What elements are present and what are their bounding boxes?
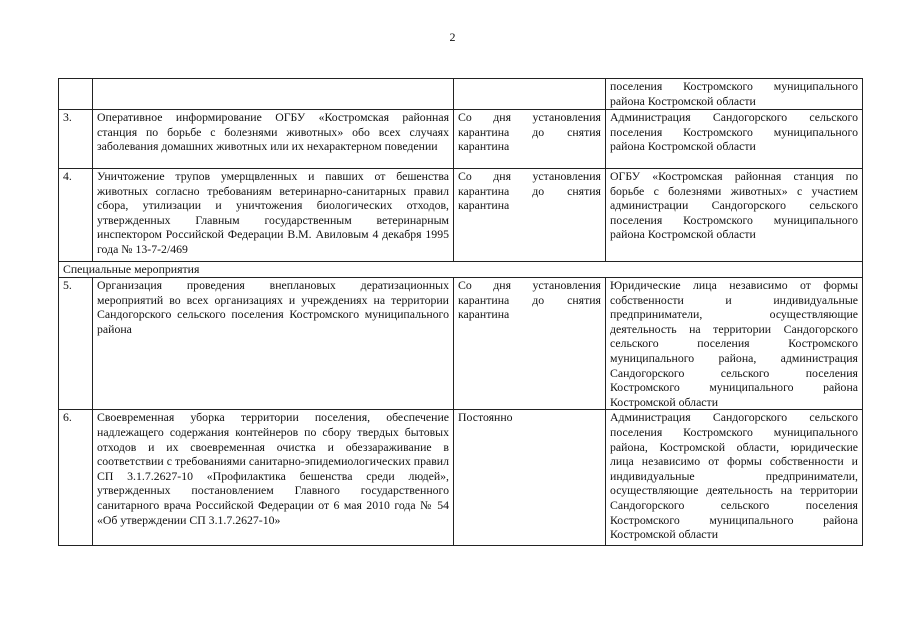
row-number-cell: 6. — [59, 410, 93, 546]
responsible-cell: ОГБУ «Костромская районная станция по борьбе с болезнями животных» с участием администрации Сандогорского сельского поселения Костромского муниципального района Костромской области — [606, 169, 863, 262]
table-row — [59, 410, 863, 546]
term-cell — [454, 79, 606, 110]
row-number-cell: 4. — [59, 169, 93, 262]
table-row — [59, 169, 863, 262]
table-row-continuation — [59, 79, 863, 110]
responsible-cell: Администрация Сандогорского сельского поселения Костромского муниципального района Костромской области — [606, 110, 863, 169]
page-number: 2 — [449, 30, 456, 44]
table-row — [59, 278, 863, 410]
measure-cell: Своевременная уборка территории поселения, обеспечение надлежащего содержания контейнеров по сбору твердых бытовых отходов и их своевременная очистка и обеззараживание в соответствии с требованиями санитарно-эпидемиологических правил СП 3.1.7.2627-10 «Профилактика бешенства среди людей», утвержденных постановлением Главного государственного санитарного врача Российской Федерации от 6 мая 2010 года № 54 «Об утверждении СП 3.1.7.2627-10» — [93, 410, 454, 546]
measures-table — [58, 78, 863, 546]
term-cell: Со дня установления карантина до снятия карантина — [454, 110, 606, 169]
section-heading-row — [59, 262, 863, 278]
responsible-cell: Юридические лица независимо от формы собственности и индивидуальные предприниматели, осуществляющие деятельность на территории Сандогорского сельского поселения Костромского муниципального района, администрация Сандогорского сельского поселения Костромского муниципального района Костромской области — [606, 278, 863, 410]
row-number-cell: 5. — [59, 278, 93, 410]
term-cell: Со дня установления карантина до снятия карантина — [454, 169, 606, 262]
measure-cell: Уничтожение трупов умерщвленных и павших от бешенства животных согласно требованиям ветеринарно-санитарных правил сбора, утилизации и уничтожения биологических отходов, утвержденных Главным государственным ветеринарным инспектором Российской Федерации В.М. Авиловым 4 декабря 1995 года № 13-7-2/469 — [93, 169, 454, 262]
term-cell: Со дня установления карантина до снятия карантина — [454, 278, 606, 410]
measure-cell: Оперативное информирование ОГБУ «Костромская районная станция по борьбе с болезнями животных» обо всех случаях заболевания домашних животных или их нехарактерном поведении — [93, 110, 454, 169]
responsible-cell: Администрация Сандогорского сельского поселения Костромского муниципального района, Костромской области, юридические лица независимо от формы собственности и индивидуальные предприниматели, осуществляющие деятельность на территории Сандогорского сельского поселения Костромского муниципального района Костромской области — [606, 410, 863, 546]
term-cell: Постоянно — [454, 410, 606, 546]
row-number-cell: 3. — [59, 110, 93, 169]
table-row — [59, 110, 863, 169]
measure-cell: Организация проведения внеплановых дератизационных мероприятий во всех организациях и учреждениях на территории Сандогорского сельского поселения Костромского муниципального района — [93, 278, 454, 410]
section-heading: Специальные мероприятия — [59, 262, 863, 278]
measure-cell — [93, 79, 454, 110]
row-number-cell — [59, 79, 93, 110]
responsible-cell: поселения Костромского муниципального района Костромской области — [606, 79, 863, 110]
